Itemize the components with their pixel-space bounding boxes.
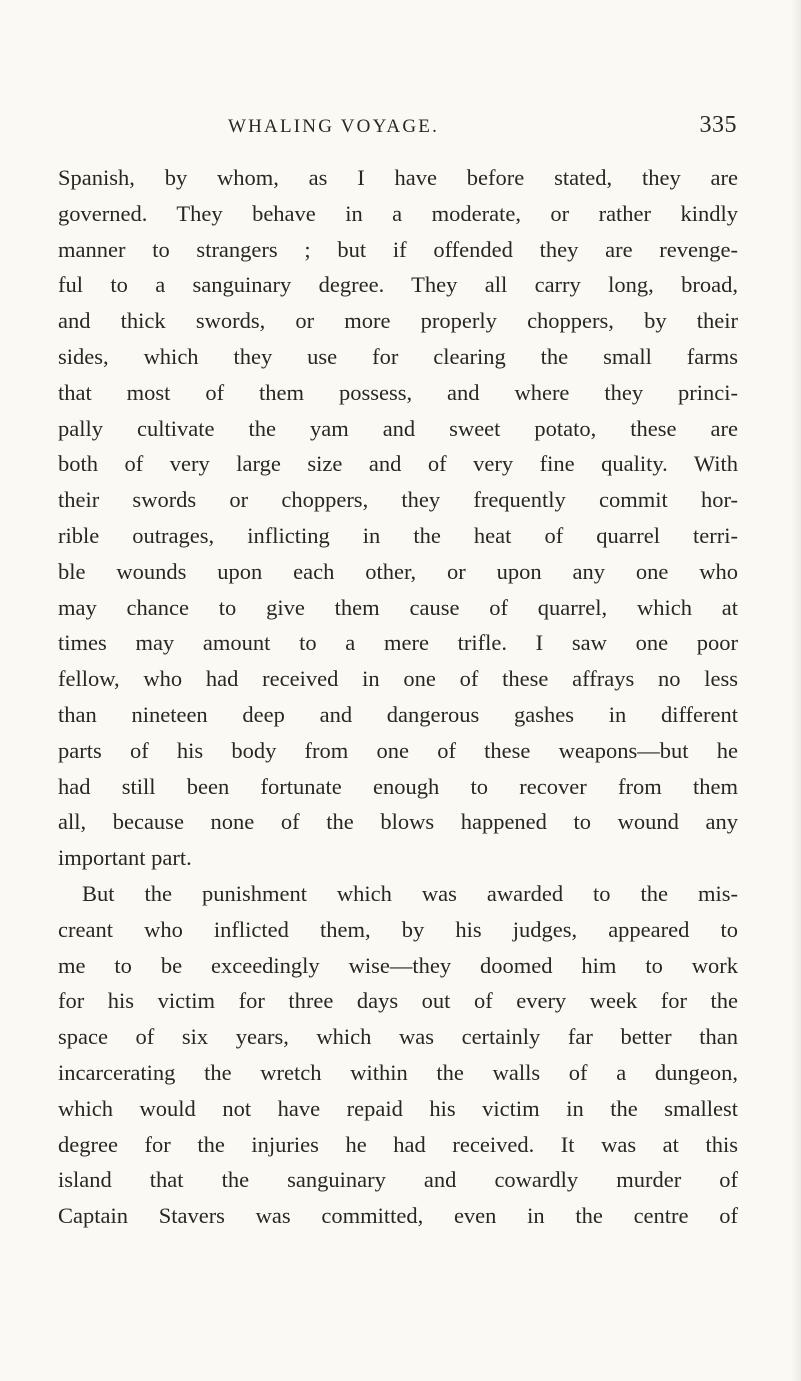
text-line: ful to a sanguinary degree. They all carry long, broad,: [58, 272, 738, 298]
text-line: than nineteen deep and dangerous gashes in different: [58, 701, 738, 727]
text-line: rible outrages, inflicting in the heat of quarrel terri-: [58, 522, 738, 548]
text-line: had still been fortunate enough to recover from them: [58, 773, 738, 799]
text-line: both of very large size and of very fine quality. With: [58, 451, 738, 477]
text-line: pally cultivate the yam and sweet potato, these are: [58, 415, 738, 441]
text-line: all, because none of the blows happened to wound any: [58, 809, 738, 835]
text-line: me to be exceedingly wise—they doomed him to work: [58, 952, 738, 978]
text-line: creant who inflicted them, by his judges, appeared to: [58, 916, 738, 942]
running-head: [228, 112, 737, 152]
text-line: for his victim for three days out of every week for the: [58, 988, 738, 1014]
text-line: times may amount to a mere trifle. I saw one poor: [58, 630, 738, 656]
text-line: governed. They behave in a moderate, or rather kindly: [58, 200, 738, 226]
text-line: may chance to give them cause of quarrel, which at: [58, 594, 738, 620]
text-line: and thick swords, or more properly choppers, by their: [58, 308, 738, 334]
text-line: incarcerating the wretch within the walls of a dungeon,: [58, 1059, 738, 1085]
text-line: degree for the injuries he had received. It was at this: [58, 1131, 738, 1157]
text-line: island that the sanguinary and cowardly murder of: [58, 1167, 738, 1193]
text-line: Spanish, by whom, as I have before stated, they are: [58, 165, 738, 190]
text-line: fellow, who had received in one of these affrays no less: [58, 666, 738, 692]
text-line: parts of his body from one of these weapons—but he: [58, 737, 738, 763]
text-line: But the punishment which was awarded to the mis-: [82, 880, 738, 906]
page-number: 335: [699, 112, 737, 138]
text-line: space of six years, which was certainly far better than: [58, 1024, 738, 1050]
text-line: their swords or choppers, they frequently commit hor-: [58, 487, 738, 513]
text-line: ble wounds upon each other, or upon any one who: [58, 558, 738, 584]
text-line: that most of them possess, and where they princi-: [58, 379, 738, 405]
text-line: important part.: [58, 845, 192, 871]
running-title: WHALING VOYAGE.: [228, 116, 440, 137]
body-text: [58, 160, 738, 1234]
text-line: manner to strangers ; but if offended they are revenge-: [58, 236, 738, 262]
text-line: Captain Stavers was committed, even in the centre of: [58, 1203, 738, 1229]
page-edge-shadow: [791, 0, 801, 1381]
text-line: sides, which they use for clearing the small farms: [58, 343, 738, 369]
text-line: which would not have repaid his victim in the smallest: [58, 1095, 738, 1121]
